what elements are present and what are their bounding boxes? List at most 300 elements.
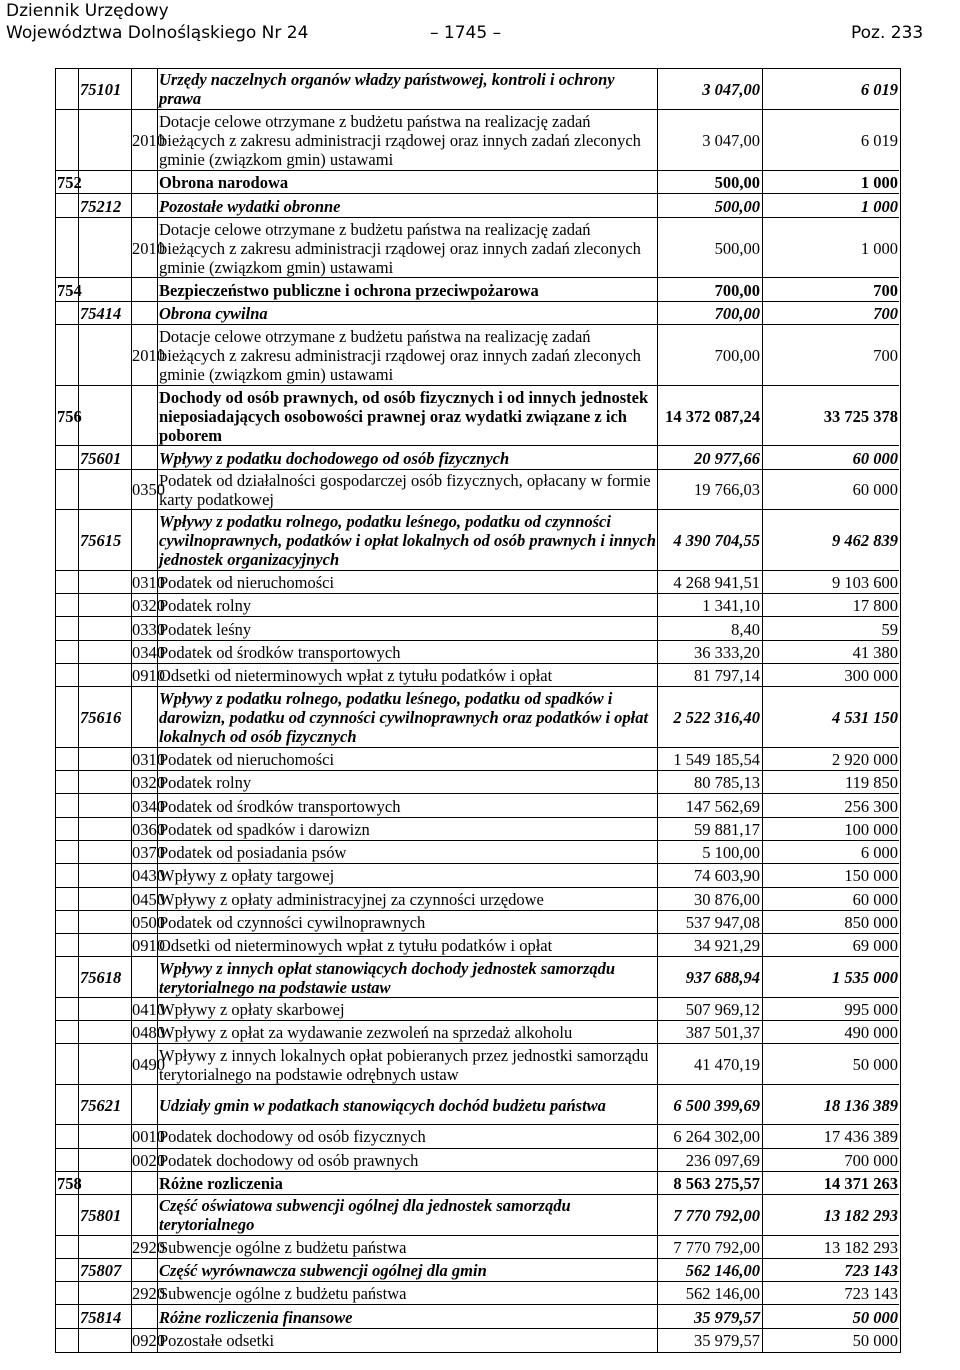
description-cell — [157, 617, 659, 640]
amount-planned-cell — [762, 998, 899, 1021]
chapter-code: 75618 — [80, 968, 122, 988]
column-divider — [131, 771, 132, 794]
description-cell — [157, 171, 659, 194]
amount-executed-cell — [657, 571, 762, 594]
column-divider — [657, 110, 658, 171]
amount-planned: 850 000 — [844, 912, 898, 932]
amount-executed: 20 977,66 — [694, 448, 760, 468]
description: Podatek od posiadania psów — [159, 843, 347, 863]
column-divider — [131, 510, 132, 571]
chapter-code: 75615 — [80, 530, 122, 550]
amount-executed-cell — [657, 1172, 762, 1195]
column-divider — [762, 218, 763, 279]
amount-planned-cell — [762, 888, 899, 911]
chapter-code: 75621 — [80, 1095, 122, 1115]
table-row — [56, 1171, 899, 1195]
column-divider — [131, 1149, 132, 1172]
column-divider — [762, 1125, 763, 1148]
column-divider — [157, 1329, 158, 1352]
amount-planned: 50 000 — [852, 1055, 898, 1075]
column-divider — [131, 1172, 132, 1195]
table-row — [56, 509, 899, 571]
column-divider — [78, 510, 79, 571]
description: Podatek leśny — [159, 619, 252, 639]
column-divider — [78, 1259, 79, 1282]
amount-executed-cell — [657, 194, 762, 217]
column-divider — [131, 69, 132, 109]
amount-planned-cell — [762, 1329, 899, 1352]
chapter-code-cell — [78, 1195, 133, 1235]
description: Urzędy naczelnych organów władzy państwowej, kontroli i ochrony prawa — [159, 70, 615, 109]
journal-title: Dziennik Urzędowy — [6, 1, 169, 21]
amount-executed: 41 470,19 — [694, 1055, 760, 1075]
column-divider — [78, 386, 79, 447]
paragraph-code: 0010 — [132, 1127, 165, 1147]
amount-planned-cell — [762, 446, 899, 469]
chapter-code-cell — [78, 934, 133, 957]
column-divider — [762, 1236, 763, 1259]
paragraph-code-cell — [131, 1172, 158, 1195]
column-divider — [78, 687, 79, 748]
amount-planned: 995 000 — [844, 999, 898, 1019]
column-divider — [131, 446, 132, 469]
amount-planned: 50 000 — [852, 1330, 898, 1350]
paragraph-code: 0340 — [132, 796, 165, 816]
description-cell — [157, 1236, 659, 1259]
amount-planned-cell — [762, 1125, 899, 1148]
column-divider — [131, 794, 132, 817]
column-divider — [657, 771, 658, 794]
description: Podatek od działalności gospodarczej osób fizycznych, opłacany w formie karty podatkowej — [159, 470, 651, 509]
amount-planned-cell — [762, 194, 899, 217]
amount-executed-cell — [657, 278, 762, 301]
paragraph-code-cell — [131, 446, 158, 469]
column-divider — [657, 218, 658, 279]
table-row — [56, 770, 899, 794]
amount-executed: 562 146,00 — [685, 1284, 760, 1304]
paragraph-code-cell — [131, 325, 165, 386]
amount-executed-cell — [657, 818, 762, 841]
column-divider — [131, 1195, 132, 1235]
column-divider — [657, 864, 658, 887]
column-divider — [762, 934, 763, 957]
column-divider — [157, 1044, 158, 1084]
amount-planned: 69 000 — [852, 936, 898, 956]
column-divider — [131, 171, 132, 194]
amount-planned-cell — [762, 470, 899, 510]
column-divider — [157, 278, 158, 301]
column-divider — [657, 1044, 658, 1084]
amount-planned: 1 000 — [860, 238, 898, 258]
column-divider — [157, 1085, 158, 1125]
region-title: Województwa Dolnośląskiego Nr 24 — [6, 23, 309, 43]
amount-executed-cell — [657, 864, 762, 887]
description: Wpływy z opłaty administracyjnej za czynności urzędowe — [159, 889, 544, 909]
column-divider — [762, 302, 763, 325]
column-divider — [78, 194, 79, 217]
column-divider — [657, 687, 658, 748]
amount-planned-cell — [762, 957, 899, 997]
section-code-cell — [56, 1085, 79, 1125]
description: Wpływy z podatku dochodowego od osób fizycznych — [159, 448, 510, 468]
column-divider — [762, 1282, 763, 1305]
section-code-cell — [56, 998, 79, 1021]
chapter-code-cell — [78, 69, 133, 109]
paragraph-code-cell — [131, 687, 158, 748]
amount-executed-cell — [657, 386, 762, 447]
column-divider — [657, 818, 658, 841]
table-row — [56, 385, 899, 447]
description: Odsetki od nieterminowych wpłat z tytułu podatków i opłat — [159, 936, 553, 956]
paragraph-code-cell — [131, 1195, 158, 1235]
column-divider — [657, 510, 658, 571]
amount-planned-cell — [762, 748, 899, 771]
column-divider — [157, 110, 158, 171]
amount-planned-cell — [762, 1172, 899, 1195]
description-cell — [157, 664, 659, 687]
paragraph-code: 0360 — [132, 819, 165, 839]
description-cell — [157, 1172, 659, 1195]
paragraph-code: 0320 — [132, 596, 165, 616]
column-divider — [131, 1259, 132, 1282]
paragraph-code-cell — [131, 818, 165, 841]
table-row — [56, 956, 899, 997]
description-cell — [157, 278, 659, 301]
column-divider — [131, 302, 132, 325]
paragraph-code: 0450 — [132, 889, 165, 909]
column-divider — [157, 888, 158, 911]
column-divider — [762, 1149, 763, 1172]
column-divider — [131, 325, 132, 386]
column-divider — [78, 841, 79, 864]
description: Różne rozliczenia finansowe — [159, 1307, 353, 1327]
description-cell — [157, 594, 659, 617]
amount-planned-cell — [762, 1305, 899, 1328]
column-divider — [762, 687, 763, 748]
column-divider — [657, 957, 658, 997]
paragraph-code: 0910 — [132, 936, 165, 956]
amount-executed-cell — [657, 302, 762, 325]
amount-planned: 1 000 — [860, 173, 898, 193]
amount-planned: 60 000 — [852, 448, 898, 468]
table-row — [56, 1258, 899, 1282]
amount-planned-cell — [762, 510, 899, 571]
paragraph-code-cell — [131, 641, 165, 664]
column-divider — [762, 446, 763, 469]
column-divider — [131, 934, 132, 957]
amount-planned-cell — [762, 841, 899, 864]
amount-planned: 17 800 — [852, 596, 898, 616]
column-divider — [78, 818, 79, 841]
paragraph-code: 0350 — [132, 480, 165, 500]
chapter-code-cell — [78, 687, 133, 748]
table-row — [56, 301, 899, 325]
table-row — [56, 887, 899, 911]
column-divider — [157, 748, 158, 771]
description-cell — [157, 1305, 659, 1328]
amount-executed: 3 047,00 — [702, 79, 760, 99]
chapter-code-cell — [78, 864, 133, 887]
column-divider — [762, 470, 763, 510]
description-cell — [157, 957, 659, 997]
paragraph-code-cell — [131, 194, 158, 217]
amount-planned: 6 019 — [860, 131, 898, 151]
column-divider — [131, 1044, 132, 1084]
table-row — [56, 747, 899, 771]
column-divider — [762, 1305, 763, 1328]
column-divider — [762, 748, 763, 771]
column-divider — [157, 69, 158, 109]
section-code-cell — [56, 1195, 79, 1235]
table-row — [56, 277, 899, 301]
table-row — [56, 1043, 899, 1084]
amount-executed-cell — [657, 1329, 762, 1352]
column-divider — [78, 888, 79, 911]
column-divider — [78, 1021, 79, 1044]
column-divider — [657, 841, 658, 864]
chapter-code-cell — [78, 1172, 133, 1195]
description: Odsetki od nieterminowych wpłat z tytułu podatków i opłat — [159, 666, 553, 686]
column-divider — [762, 1085, 763, 1125]
table-row — [56, 570, 899, 594]
chapter-code-cell — [78, 818, 133, 841]
amount-planned-cell — [762, 1236, 899, 1259]
section-code-cell — [56, 888, 79, 911]
column-divider — [131, 1282, 132, 1305]
description: Podatek rolny — [159, 773, 252, 793]
chapter-code: 75414 — [80, 303, 122, 323]
chapter-code: 75212 — [80, 196, 122, 216]
section-code-cell — [56, 194, 79, 217]
amount-planned: 18 136 389 — [823, 1095, 898, 1115]
paragraph-code-cell — [131, 110, 165, 171]
amount-planned: 41 380 — [852, 642, 898, 662]
column-divider — [762, 864, 763, 887]
column-divider — [657, 1021, 658, 1044]
amount-executed: 35 979,57 — [694, 1330, 760, 1350]
column-divider — [131, 278, 132, 301]
description-cell — [157, 864, 659, 887]
column-divider — [657, 470, 658, 510]
section-code-cell — [56, 687, 79, 748]
column-divider — [157, 218, 158, 279]
description: Podatek od nieruchomości — [159, 572, 335, 592]
column-divider — [762, 1259, 763, 1282]
amount-planned: 14 371 263 — [823, 1174, 898, 1194]
paragraph-code-cell — [131, 934, 165, 957]
chapter-code-cell — [78, 641, 133, 664]
amount-planned-cell — [762, 641, 899, 664]
amount-executed-cell — [657, 641, 762, 664]
table-row — [56, 817, 899, 841]
description-cell — [157, 510, 659, 571]
description: Różne rozliczenia — [159, 1174, 283, 1194]
section-code-cell — [56, 302, 79, 325]
table-row — [56, 793, 899, 817]
description-cell — [157, 934, 659, 957]
chapter-code-cell — [78, 1236, 133, 1259]
section-code-cell — [56, 1044, 79, 1084]
description-cell — [157, 911, 659, 934]
column-divider — [657, 998, 658, 1021]
section-code: 752 — [57, 173, 82, 193]
column-divider — [131, 1236, 132, 1259]
section-code-cell — [56, 818, 79, 841]
table-row — [56, 217, 899, 279]
amount-executed-cell — [657, 171, 762, 194]
paragraph-code-cell — [131, 1259, 158, 1282]
amount-planned: 9 103 600 — [832, 572, 898, 592]
paragraph-code-cell — [131, 1149, 165, 1172]
column-divider — [762, 641, 763, 664]
amount-executed: 147 562,69 — [685, 796, 760, 816]
table-row — [56, 109, 899, 171]
amount-executed-cell — [657, 470, 762, 510]
table-row — [56, 324, 899, 386]
column-divider — [131, 818, 132, 841]
table-row — [56, 663, 899, 687]
amount-executed: 19 766,03 — [694, 480, 760, 500]
paragraph-code-cell — [131, 594, 165, 617]
chapter-code-cell — [78, 664, 133, 687]
amount-executed-cell — [657, 1195, 762, 1235]
amount-executed: 562 146,00 — [685, 1261, 760, 1281]
paragraph-code: 0320 — [132, 773, 165, 793]
table-row — [56, 1148, 899, 1172]
column-divider — [657, 571, 658, 594]
amount-planned: 256 300 — [844, 796, 898, 816]
column-divider — [78, 69, 79, 109]
amount-executed-cell — [657, 594, 762, 617]
table-row — [56, 469, 899, 510]
paragraph-code-cell — [131, 1021, 165, 1044]
column-divider — [762, 194, 763, 217]
table-row — [56, 1281, 899, 1305]
column-divider — [657, 1329, 658, 1352]
column-divider — [157, 687, 158, 748]
section-code-cell — [56, 617, 79, 640]
column-divider — [78, 325, 79, 386]
column-divider — [157, 1125, 158, 1148]
section-code-cell — [56, 110, 79, 171]
description: Obrona narodowa — [159, 173, 289, 193]
column-divider — [657, 748, 658, 771]
table-row — [56, 445, 899, 469]
column-divider — [78, 664, 79, 687]
amount-executed-cell — [657, 1305, 762, 1328]
amount-executed-cell — [657, 617, 762, 640]
column-divider — [78, 1195, 79, 1235]
amount-planned: 300 000 — [844, 666, 898, 686]
column-divider — [157, 171, 158, 194]
column-divider — [157, 1236, 158, 1259]
amount-executed-cell — [657, 1044, 762, 1084]
description-cell — [157, 748, 659, 771]
paragraph-code-cell — [131, 1305, 158, 1328]
column-divider — [131, 864, 132, 887]
column-divider — [762, 69, 763, 109]
description-cell — [157, 771, 659, 794]
description-cell — [157, 110, 659, 171]
description-cell — [157, 386, 659, 447]
amount-executed-cell — [657, 446, 762, 469]
column-divider — [78, 1044, 79, 1084]
column-divider — [131, 664, 132, 687]
paragraph-code-cell — [131, 171, 158, 194]
amount-executed-cell — [657, 110, 762, 171]
description: Podatek dochodowy od osób fizycznych — [159, 1127, 426, 1147]
paragraph-code: 0490 — [132, 1055, 165, 1075]
section-code-cell — [56, 641, 79, 664]
amount-planned-cell — [762, 325, 899, 386]
amount-executed: 59 881,17 — [694, 819, 760, 839]
description-cell — [157, 641, 659, 664]
column-divider — [157, 1305, 158, 1328]
paragraph-code-cell — [131, 510, 158, 571]
chapter-code-cell — [78, 171, 133, 194]
column-divider — [157, 998, 158, 1021]
amount-executed-cell — [657, 664, 762, 687]
paragraph-code-cell — [131, 841, 165, 864]
section-code-cell — [56, 1305, 79, 1328]
column-divider — [78, 911, 79, 934]
amount-planned-cell — [762, 110, 899, 171]
amount-executed-cell — [657, 911, 762, 934]
table-row — [56, 863, 899, 887]
column-divider — [157, 1259, 158, 1282]
amount-executed: 537 947,08 — [685, 912, 760, 932]
description-cell — [157, 69, 659, 109]
column-divider — [78, 1282, 79, 1305]
column-divider — [157, 325, 158, 386]
column-divider — [657, 888, 658, 911]
amount-planned: 60 000 — [852, 889, 898, 909]
column-divider — [131, 911, 132, 934]
column-divider — [157, 386, 158, 447]
amount-planned: 33 725 378 — [823, 406, 898, 426]
chapter-code-cell — [78, 1044, 133, 1084]
column-divider — [762, 841, 763, 864]
column-divider — [657, 278, 658, 301]
paragraph-code-cell — [131, 1282, 165, 1305]
column-divider — [157, 1195, 158, 1235]
description: Podatek dochodowy od osób prawnych — [159, 1150, 419, 1170]
column-divider — [657, 794, 658, 817]
description: Wpływy z opłaty targowej — [159, 866, 335, 886]
column-divider — [762, 1195, 763, 1235]
chapter-code-cell — [78, 571, 133, 594]
section-code-cell — [56, 794, 79, 817]
amount-planned: 4 531 150 — [832, 708, 898, 728]
column-divider — [762, 1172, 763, 1195]
column-divider — [157, 446, 158, 469]
table-row — [56, 997, 899, 1021]
column-divider — [657, 1125, 658, 1148]
chapter-code-cell — [78, 194, 133, 217]
column-divider — [762, 510, 763, 571]
paragraph-code: 2010 — [132, 238, 165, 258]
column-divider — [78, 957, 79, 997]
amount-executed: 500,00 — [714, 196, 760, 216]
amount-planned-cell — [762, 69, 899, 109]
section-code-cell — [56, 69, 79, 109]
column-divider — [657, 171, 658, 194]
chapter-code-cell — [78, 998, 133, 1021]
column-divider — [657, 934, 658, 957]
chapter-code-cell — [78, 1282, 133, 1305]
description: Wpływy z podatku rolnego, podatku leśnego, podatku od spadków i darowizn, podatku od czynności cywilnoprawnych oraz podatków i opłat lokalnych od osób fizycznych — [159, 689, 649, 747]
description-cell — [157, 687, 659, 748]
